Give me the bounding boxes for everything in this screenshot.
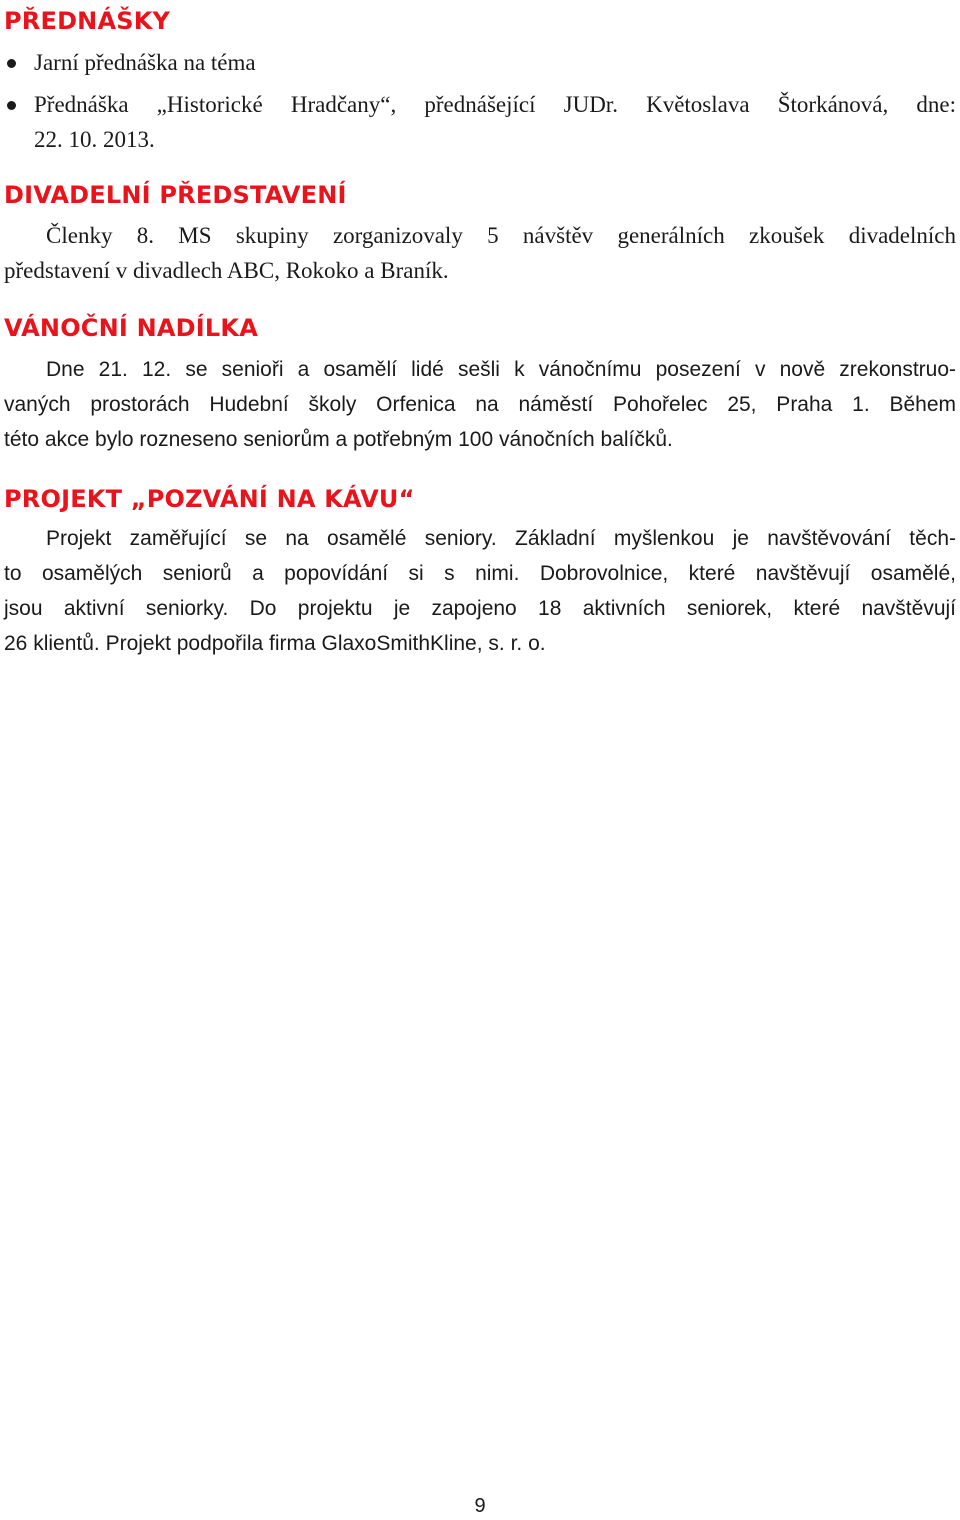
list-item-text: 22. 10. 2013. bbox=[34, 127, 155, 152]
paragraph-line: této akce bylo rozneseno seniorům a potřebným 100 vánočních balíčků. bbox=[4, 428, 673, 451]
lectures-heading: PŘEDNÁŠKY bbox=[4, 7, 171, 35]
christmas-paragraph bbox=[4, 352, 956, 457]
page-number: 9 bbox=[474, 1495, 486, 1517]
paragraph-line: Členky 8. MS skupiny zorganizovaly 5 návštěv generálních zkoušek divadelních bbox=[46, 223, 956, 248]
paragraph-line: Dne 21. 12. se senioři a osamělí lidé sešli k vánočnímu posezení v nově zrekonstruo- bbox=[46, 358, 956, 381]
christmas-heading: VÁNOČNÍ NADÍLKA bbox=[4, 314, 258, 342]
paragraph-line: jsou aktivní seniorky. Do projektu je zapojeno 18 aktivních seniorek, které navštěvují bbox=[4, 597, 956, 620]
paragraph-line: to osamělých seniorů a popovídání si s nimi. Dobrovolnice, které navštěvují osamělé, bbox=[4, 562, 956, 585]
coffee-project-heading: PROJEKT „POZVÁNÍ NA KÁVU“ bbox=[4, 485, 415, 513]
list-item-text: Přednáška „Historické Hradčany“, přednášející JUDr. Květoslava Štorkánová, dne: bbox=[34, 92, 956, 117]
paragraph-line: představení v divadlech ABC, Rokoko a Braník. bbox=[4, 258, 449, 283]
theatre-heading: DIVADELNÍ PŘEDSTAVENÍ bbox=[4, 181, 347, 209]
theatre-paragraph bbox=[4, 218, 956, 288]
coffee-project-paragraph bbox=[4, 521, 956, 661]
bullet-icon bbox=[7, 59, 16, 68]
paragraph-line: 26 klientů. Projekt podpořila firma GlaxoSmithKline, s. r. o. bbox=[4, 632, 546, 655]
bullet-icon bbox=[7, 101, 16, 110]
list-item-text: Jarní přednáška na téma bbox=[34, 50, 256, 75]
paragraph-line: Projekt zaměřující se na osamělé seniory. Základní myšlenkou je navštěvování těch- bbox=[46, 527, 956, 550]
paragraph-line: vaných prostorách Hudební školy Orfenica na náměstí Pohořelec 25, Praha 1. Během bbox=[4, 393, 956, 416]
